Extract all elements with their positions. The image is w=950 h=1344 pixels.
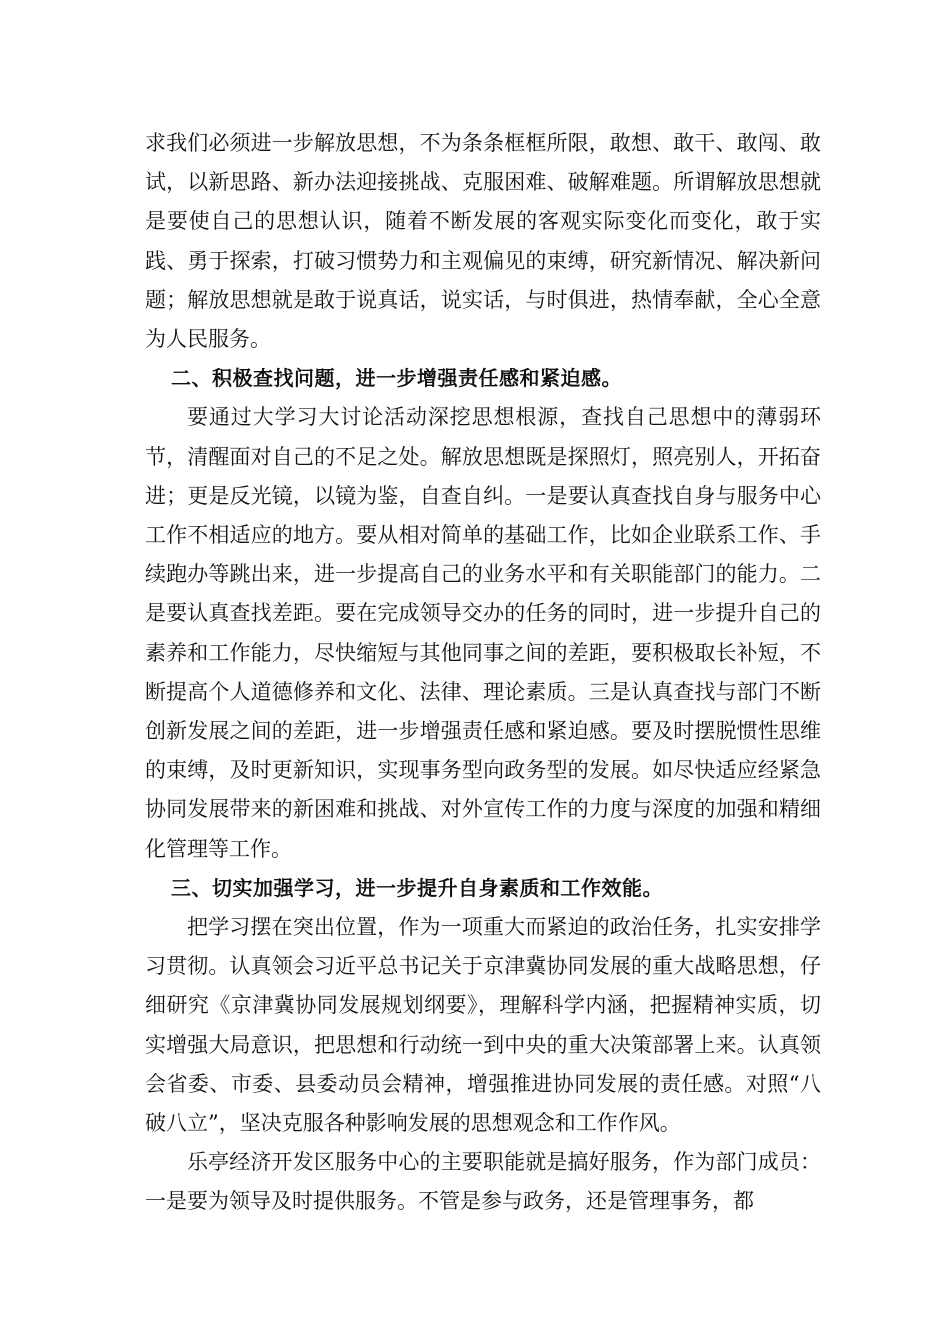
paragraph-strengthen-learning: 把学习摆在突出位置，作为一项重大而紧迫的政治任务，扎实安排学习贯彻。认真领会习近平总书记关于京津冀协同发展的重大战略思想，仔细研究《京津冀协同发展规划纲要》，理解科学内涵，把握精神实质，切实增强大局意识，把思想和行动统一到中央的重大决策部署上来。认真领会省委、市委、县委动员会精神，增强推进协同发展的责任感。对照“八破八立”，坚决克服各种影响发展的思想观念和工作作风。 bbox=[145, 915, 821, 1136]
section-heading-2: 二、积极查找问题，进一步增强责任感和紧迫感。 bbox=[171, 366, 622, 391]
paragraph-find-problems: 要通过大学习大讨论活动深挖思想根源，查找自己思想中的薄弱环节，清醒面对自己的不足之处。解放思想既是探照灯，照亮别人，开拓奋进；更是反光镜，以镜为鉴，自查自纠。一是要认真查找自身与服务中心工作不相适应的地方。要从相对简单的基础工作，比如企业联系工作、手续跑办等跳出来，进一步提高自己的业务水平和有关职能部门的能力。二是要认真查找差距。要在完成领导交办的任务的同时，进一步提升自己的素养和工作能力，尽快缩短与其他同事之间的差距，要积极取长补短，不断提高个人道德修养和文化、法律、理论素质。三是认真查找与部门不断创新发展之间的差距，进一步增强责任感和紧迫感。要及时摆脱惯性思维的束缚，及时更新知识，实现事务型向政务型的发展。如尽快适应经紧急协同发展带来的新困难和挑战、对外宣传工作的力度与深度的加强和精细化管理等工作。 bbox=[145, 405, 821, 861]
document-body bbox=[145, 124, 821, 1222]
section-heading-3: 三、切实加强学习，进一步提升自身素质和工作效能。 bbox=[171, 875, 663, 900]
paragraph-service-center: 乐亭经济开发区服务中心的主要职能就是搞好服务，作为部门成员：一是要为领导及时提供服务。不管是参与政务，还是管理事务，都 bbox=[145, 1150, 821, 1214]
paragraph-emancipate-mind: 求我们必须进一步解放思想，不为条条框框所限，敢想、敢干、敢闯、敢试，以新思路、新办法迎接挑战、克服困难、破解难题。所谓解放思想就是要使自己的思想认识，随着不断发展的客观实际变化而变化，敢于实践、勇于探索，打破习惯势力和主观偏见的束缚，研究新情况、解决新问题；解放思想就是敢于说真话，说实话，与时俱进，热情奉献，全心全意为人民服务。 bbox=[145, 131, 821, 352]
